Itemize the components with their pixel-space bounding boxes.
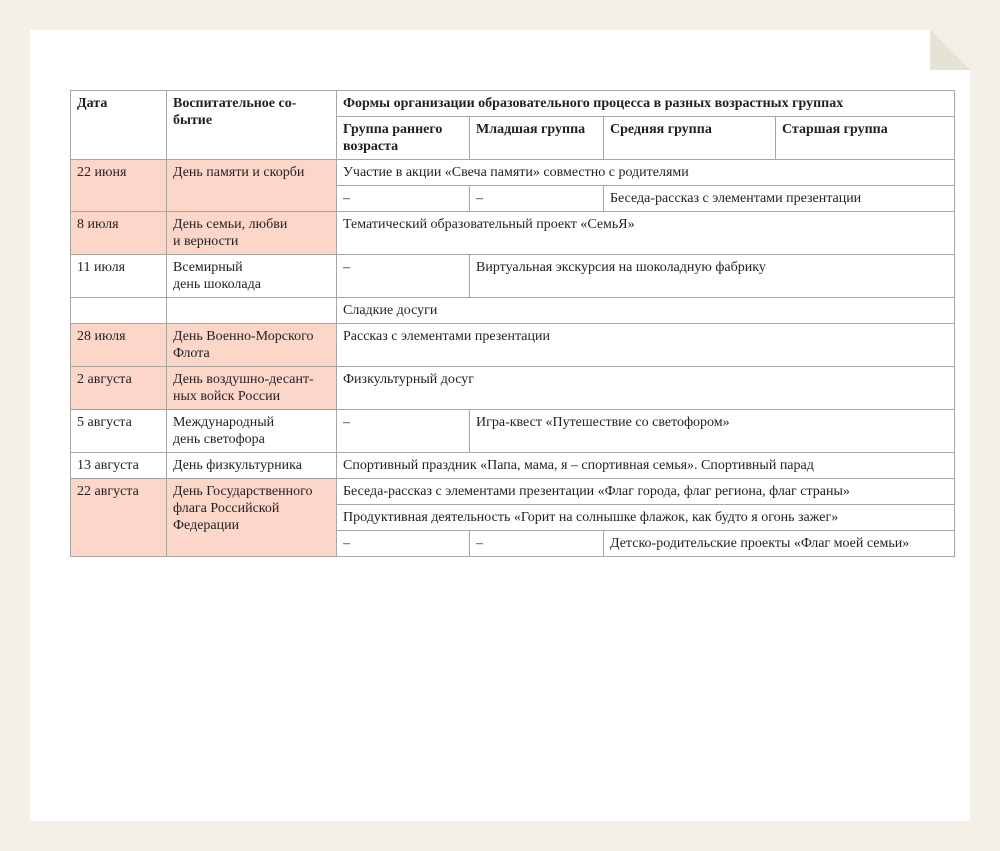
header-group-early: Группа раннего возраста <box>337 117 470 160</box>
table-row <box>71 367 955 410</box>
row-date: 13 августа <box>71 453 167 479</box>
header-event: Воспитательное со- бытие <box>167 91 337 160</box>
row-date: 8 июля <box>71 212 167 255</box>
row-activity: Сладкие досуги <box>337 298 955 324</box>
row-activity: Рассказ с элементами презентации <box>337 324 955 367</box>
table-row <box>71 410 955 453</box>
row-date: 11 июля <box>71 255 167 298</box>
table-row <box>71 324 955 367</box>
row-activity-dash: – <box>470 186 604 212</box>
row-activity-dash: – <box>337 410 470 453</box>
row-activity: Беседа-рассказ с элементами презентации «Флаг города, флаг региона, флаг страны» <box>337 479 955 505</box>
row-activity: Беседа-рассказ с элементами презентации <box>604 186 955 212</box>
table-row <box>71 255 955 298</box>
row-date: 2 августа <box>71 367 167 410</box>
row-activity-dash: – <box>337 186 470 212</box>
row-event: День семьи, любви и верности <box>167 212 337 255</box>
row-date: 22 августа <box>71 479 167 557</box>
row-date: 22 июня <box>71 160 167 212</box>
schedule-table <box>70 90 955 557</box>
header-group-senior: Старшая группа <box>776 117 955 160</box>
row-event-empty <box>167 298 337 324</box>
row-event: День Военно-Морского Флота <box>167 324 337 367</box>
header-group-junior: Младшая группа <box>470 117 604 160</box>
row-event: День физкультурника <box>167 453 337 479</box>
row-date-empty <box>71 298 167 324</box>
row-activity: Виртуальная экскурсия на шоколадную фабрику <box>470 255 955 298</box>
row-activity-dash: – <box>337 531 470 557</box>
table-header-row <box>71 91 955 117</box>
row-activity: Детско-родительские проекты «Флаг моей семьи» <box>604 531 955 557</box>
row-date: 28 июля <box>71 324 167 367</box>
page-corner-fold <box>930 30 970 70</box>
table-row <box>71 298 955 324</box>
row-event: Всемирный день шоколада <box>167 255 337 298</box>
row-activity: Спортивный праздник «Папа, мама, я – спортивная семья». Спортивный парад <box>337 453 955 479</box>
row-event: День Государственного флага Российской Федерации <box>167 479 337 557</box>
row-activity: Физкультурный досуг <box>337 367 955 410</box>
row-event: Международный день светофора <box>167 410 337 453</box>
row-date: 5 августа <box>71 410 167 453</box>
table-row <box>71 160 955 186</box>
row-activity: Игра-квест «Путешествие со светофором» <box>470 410 955 453</box>
header-date: Дата <box>71 91 167 160</box>
row-activity-dash: – <box>337 255 470 298</box>
header-group-middle: Средняя группа <box>604 117 776 160</box>
row-activity: Участие в акции «Свеча памяти» совместно с родителями <box>337 160 955 186</box>
row-event: День воздушно-десант- ных войск России <box>167 367 337 410</box>
row-activity: Тематический образовательный проект «СемьЯ» <box>337 212 955 255</box>
table-row <box>71 453 955 479</box>
row-activity: Продуктивная деятельность «Горит на солнышке флажок, как будто я огонь зажег» <box>337 505 955 531</box>
row-event: День памяти и скорби <box>167 160 337 212</box>
table-row <box>71 212 955 255</box>
table-row <box>71 479 955 505</box>
header-forms: Формы организации образовательного процесса в разных возрастных группах <box>337 91 955 117</box>
row-activity-dash: – <box>470 531 604 557</box>
